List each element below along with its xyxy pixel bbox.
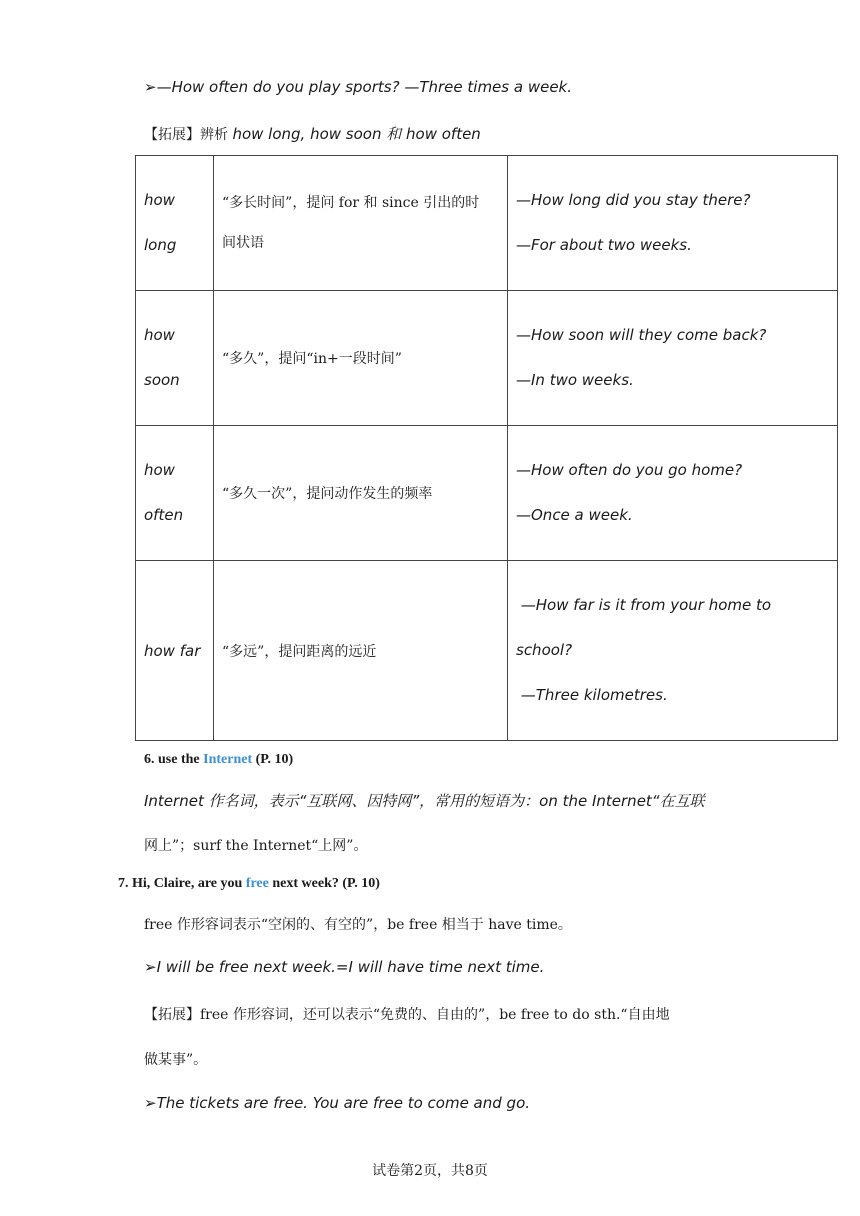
example-line: —Once a week. [516,506,633,524]
section6-keyword: Internet [203,752,253,767]
meaning-line: “多久”，提问“in+一段时间” [222,351,402,367]
table-row [136,291,838,426]
section7-ext-line1-text: 【拓展】free 作形容词，还可以表示“免费的、自由的”，be free to do sth.“自由地 [144,1007,670,1023]
section7-line1-text: free 作形容词表示“空闲的、有空的”，be free 相当于 have time。 [144,917,572,933]
example-cell [508,156,838,291]
example-line: —In two weeks. [516,371,634,389]
section7-keyword: free [245,876,269,891]
section6-title-prefix: 6. use the [144,752,204,767]
section7-example2: ➢The tickets are free. You are free to come and go. [144,1094,531,1112]
section7-title-prefix: 7. Hi, Claire, are you [118,876,246,891]
meaning-cell [214,156,508,291]
section7-example1: ➢I will be free next week.=I will have time next time. [144,958,545,976]
top-example: ➢—How often do you play sports? —Three times a week. [144,78,573,96]
word-line: how [144,461,175,479]
meaning-line: “多久一次”，提问动作发生的频率 [222,486,433,502]
table-row [136,156,838,291]
extension-text-cn: 辨析 [200,127,233,143]
word-cell [136,561,214,741]
section7-ext-line2 [144,1049,207,1069]
example-line: —How long did you stay there? [516,191,751,209]
example-cell [508,561,838,741]
meaning-cell [214,291,508,426]
example-cell [508,291,838,426]
word-cell [136,156,214,291]
example-line: —How often do you go home? [516,461,743,479]
table-row [136,426,838,561]
section7-title [118,876,380,892]
extension-text-en: how long, how soon 和 how often [232,125,481,143]
section7-ext-line1 [144,1004,670,1024]
word-line: soon [144,371,180,389]
meaning-line: 间状语 [222,235,264,251]
section7-ext-line2-text: 做某事”。 [144,1052,208,1068]
example-line: —Three kilometres. [516,686,668,704]
section6-line2 [144,835,367,855]
comparison-table [135,155,838,741]
word-line: how far [144,641,201,660]
word-line: long [144,236,177,254]
example-line: —For about two weeks. [516,236,692,254]
word-line: often [144,506,184,524]
extension-heading [144,123,481,144]
extension-bracket: 【拓展】 [144,127,200,143]
word-line: how [144,191,175,209]
section6-line2-text: 网上”；surf the Internet“上网”。 [144,838,368,854]
meaning-line: “多远”，提问距离的远近 [222,643,377,660]
example-line: —How far is it from your home to [516,596,772,614]
section7-line1 [144,914,572,934]
section6-line1 [144,790,705,811]
section6-title [144,752,293,768]
word-line: how [144,326,175,344]
example-line: school? [516,641,573,659]
word-cell [136,291,214,426]
example-line: —How soon will they come back? [516,326,767,344]
section7-title-suffix: next week? (P. 10) [268,876,380,891]
section6-line1-text: Internet 作名词，表示“互联网、因特网”，常用的短语为：on the Internet“在互联 [144,792,705,810]
meaning-line: “多长时间”，提问 for 和 since 引出的时 [222,195,480,211]
meaning-cell [214,561,508,741]
page-footer: 试卷第2页，共8页 [372,1163,488,1179]
example-cell [508,426,838,561]
meaning-cell [214,426,508,561]
section6-title-suffix: (P. 10) [252,752,294,767]
word-cell [136,426,214,561]
table-row [136,561,838,741]
